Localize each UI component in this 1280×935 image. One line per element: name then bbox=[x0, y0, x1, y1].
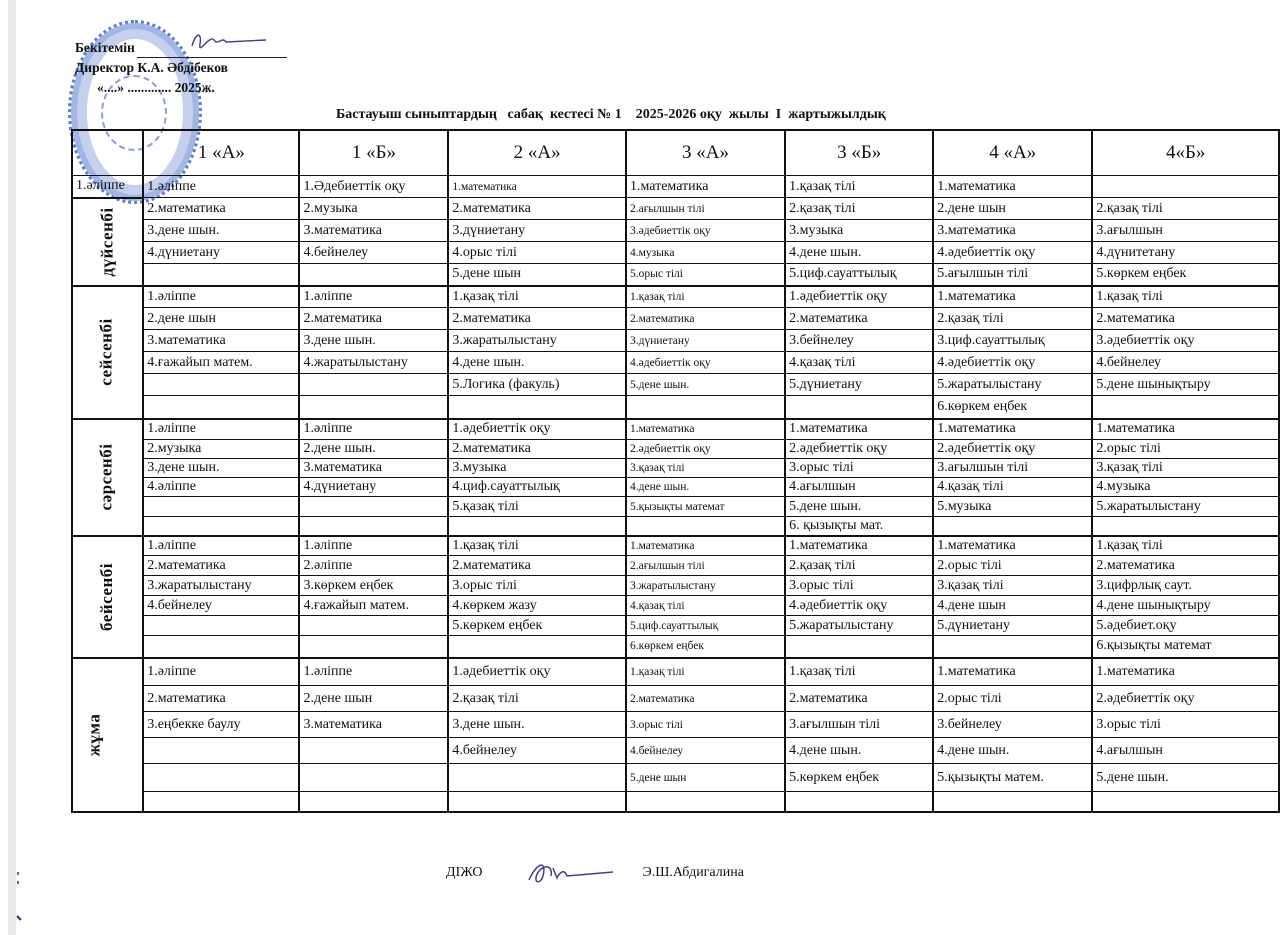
lesson-cell: 1.қазақ тілі bbox=[1092, 286, 1279, 308]
lesson-cell: 3.орыс тілі bbox=[1092, 712, 1279, 738]
lesson-cell: 1.қазақ тілі bbox=[626, 658, 785, 686]
day-name: бейсенбі bbox=[96, 562, 116, 631]
lesson-cell: 1.математика bbox=[933, 286, 1092, 308]
lesson-cell: 2.математика bbox=[143, 198, 299, 220]
lesson-cell bbox=[299, 374, 448, 396]
schedule-row bbox=[72, 352, 1279, 374]
lesson-cell: 1.әліппе bbox=[299, 419, 448, 440]
lesson-cell: 4.дүниетану bbox=[143, 242, 299, 264]
lesson-cell: 3.дене шын. bbox=[448, 712, 626, 738]
lesson-cell: 4.көркем жазу bbox=[448, 596, 626, 616]
lesson-cell: 1.математика bbox=[626, 176, 785, 198]
day-label-cell bbox=[72, 536, 143, 658]
lesson-cell: 1.қазақ тілі bbox=[626, 286, 785, 308]
lesson-cell: 3.музыка bbox=[448, 459, 626, 478]
lesson-cell: 4.дене шын. bbox=[626, 478, 785, 497]
lesson-cell: 1.математика bbox=[1092, 419, 1279, 440]
lesson-cell: 4.дене шын. bbox=[785, 242, 933, 264]
lesson-cell: 3.орыс тілі bbox=[448, 576, 626, 596]
lesson-cell: 2.әдебиеттік оқу bbox=[785, 440, 933, 459]
lesson-cell: 5.дүниетану bbox=[933, 616, 1092, 636]
lesson-cell: 4.бейнелеу bbox=[143, 596, 299, 616]
lesson-cell: 3.математика bbox=[933, 220, 1092, 242]
lesson-cell: 3.математика bbox=[143, 330, 299, 352]
lesson-cell bbox=[143, 792, 299, 812]
schedule-row bbox=[72, 419, 1279, 440]
lesson-cell: 3.дүниетану bbox=[448, 220, 626, 242]
schedule-row bbox=[72, 286, 1279, 308]
lesson-cell: 4.орыс тілі bbox=[448, 242, 626, 264]
class-header: 4 «А» bbox=[933, 130, 1092, 176]
lesson-cell: 2.қазақ тілі bbox=[448, 686, 626, 712]
lesson-cell: 4.әдебиеттік оқу bbox=[785, 596, 933, 616]
lesson-cell: 2.дене шын bbox=[143, 308, 299, 330]
page-margin-marks bbox=[15, 868, 25, 928]
document-title: Бастауыш сыныптардың сабақ кестесі № 1 2025-2026 оқу жылы І жартыжылдық bbox=[336, 107, 886, 122]
schedule-row bbox=[72, 176, 1279, 198]
lesson-cell: 1.математика bbox=[933, 419, 1092, 440]
lesson-cell: 2.қазақ тілі bbox=[785, 198, 933, 220]
lesson-cell: 6.көркем еңбек bbox=[933, 396, 1092, 419]
lesson-cell: 1.математика bbox=[933, 176, 1092, 198]
lesson-cell: 3.дене шын. bbox=[143, 220, 299, 242]
lesson-cell bbox=[299, 396, 448, 419]
lesson-cell: 1.математика bbox=[933, 536, 1092, 556]
lesson-cell bbox=[785, 636, 933, 658]
schedule-row bbox=[72, 686, 1279, 712]
schedule-row bbox=[72, 764, 1279, 792]
schedule-row bbox=[72, 396, 1279, 419]
lesson-cell: 6.көркем еңбек bbox=[626, 636, 785, 658]
schedule-row bbox=[72, 459, 1279, 478]
lesson-cell: 1.әліппе bbox=[299, 658, 448, 686]
lesson-cell: 1.қазақ тілі bbox=[448, 536, 626, 556]
lesson-cell: 2.математика bbox=[143, 556, 299, 576]
lesson-cell bbox=[1092, 396, 1279, 419]
lesson-cell: 3.әдебиеттік оқу bbox=[1092, 330, 1279, 352]
lesson-cell: 5.қызықты матем. bbox=[933, 764, 1092, 792]
lesson-cell: 5.орыс тілі bbox=[626, 264, 785, 286]
lesson-cell: 4.бейнелеу bbox=[299, 242, 448, 264]
lesson-cell bbox=[299, 636, 448, 658]
director-signature-icon bbox=[188, 30, 268, 50]
schedule-row bbox=[72, 264, 1279, 286]
schedule-row bbox=[72, 517, 1279, 536]
lesson-cell: 4.ағылшын bbox=[1092, 738, 1279, 764]
lesson-cell: 5.қызықты математ bbox=[626, 497, 785, 517]
lesson-cell: 1.әдебиеттік оқу bbox=[448, 419, 626, 440]
lesson-cell: 3.дене шын. bbox=[299, 330, 448, 352]
lesson-cell: 5.циф.сауаттылық bbox=[785, 264, 933, 286]
lesson-cell: 5.дене шын. bbox=[626, 374, 785, 396]
lesson-cell: 4.ағылшын bbox=[785, 478, 933, 497]
lesson-cell: 4.әліппе bbox=[143, 478, 299, 497]
lesson-cell: 4.бейнелеу bbox=[448, 738, 626, 764]
lesson-cell bbox=[785, 396, 933, 419]
lesson-cell: 3.еңбекке баулу bbox=[143, 712, 299, 738]
lesson-cell: 1.әліппе bbox=[143, 176, 299, 198]
lesson-cell: 3.математика bbox=[299, 459, 448, 478]
lesson-cell: 2.әдебиеттік оқу bbox=[626, 440, 785, 459]
schedule-row bbox=[72, 497, 1279, 517]
schedule-row bbox=[72, 556, 1279, 576]
lesson-cell bbox=[143, 374, 299, 396]
lesson-cell: 2.математика bbox=[785, 686, 933, 712]
lesson-cell bbox=[448, 396, 626, 419]
lesson-cell: 2.дене шын bbox=[299, 686, 448, 712]
lesson-cell: 3.цифрлық саут. bbox=[1092, 576, 1279, 596]
header-row bbox=[72, 130, 1279, 176]
lesson-cell: 5.дене шын bbox=[448, 264, 626, 286]
schedule-row bbox=[72, 220, 1279, 242]
schedule-row bbox=[72, 576, 1279, 596]
class-header: 3 «А» bbox=[626, 130, 785, 176]
lesson-cell: 3.музыка bbox=[785, 220, 933, 242]
lesson-cell bbox=[143, 517, 299, 536]
lesson-cell: 1.әліппе bbox=[299, 286, 448, 308]
lesson-cell: 1.қазақ тілі bbox=[448, 286, 626, 308]
schedule-row bbox=[72, 536, 1279, 556]
lesson-cell: 3.ағылшын тілі bbox=[785, 712, 933, 738]
schedule-row bbox=[72, 658, 1279, 686]
lesson-cell: 4.қазақ тілі bbox=[785, 352, 933, 374]
lesson-cell: 2.математика bbox=[448, 556, 626, 576]
lesson-cell: 4.дене шын. bbox=[785, 738, 933, 764]
lesson-cell: 3.циф.сауаттылық bbox=[933, 330, 1092, 352]
schedule-row bbox=[72, 374, 1279, 396]
lesson-cell: 5.ағылшын тілі bbox=[933, 264, 1092, 286]
lesson-cell: 6.қызықты математ bbox=[1092, 636, 1279, 658]
lesson-cell bbox=[1092, 517, 1279, 536]
schedule-row bbox=[72, 712, 1279, 738]
lesson-cell: 4.әдебиеттік оқу bbox=[933, 242, 1092, 264]
lesson-cell: 4.әдебиеттік оқу bbox=[933, 352, 1092, 374]
lesson-cell: 2.музыка bbox=[143, 440, 299, 459]
lesson-cell: 4.музыка bbox=[1092, 478, 1279, 497]
lesson-cell: 4.ғажайып матем. bbox=[143, 352, 299, 374]
class-header: 1 «А» bbox=[143, 130, 299, 176]
lesson-cell: 5.дүниетану bbox=[785, 374, 933, 396]
lesson-cell: 6. қызықты мат. bbox=[785, 517, 933, 536]
lesson-cell: 4.дене шын bbox=[933, 596, 1092, 616]
lesson-cell: 5.дене шын. bbox=[1092, 764, 1279, 792]
lesson-cell bbox=[448, 764, 626, 792]
lesson-cell bbox=[626, 396, 785, 419]
lesson-cell: 3.жаратылыстану bbox=[626, 576, 785, 596]
lesson-cell bbox=[933, 517, 1092, 536]
lesson-cell: 2.математика bbox=[448, 308, 626, 330]
day-label-cell bbox=[72, 419, 143, 536]
lesson-cell: 3.бейнелеу bbox=[785, 330, 933, 352]
footer-name: Э.Ш.Абдигалина bbox=[642, 865, 744, 880]
class-header: 4«Б» bbox=[1092, 130, 1279, 176]
day-name: сейсенбі bbox=[96, 318, 116, 386]
lesson-cell: 5.көркем еңбек bbox=[448, 616, 626, 636]
lesson-cell: 1.әліппе bbox=[143, 286, 299, 308]
lesson-cell: 2.ағылшын тілі bbox=[626, 198, 785, 220]
lesson-cell bbox=[626, 517, 785, 536]
lesson-cell: 3.қазақ тілі bbox=[1092, 459, 1279, 478]
lesson-cell: 1.математика bbox=[626, 419, 785, 440]
lesson-cell: 3.математика bbox=[299, 220, 448, 242]
lesson-cell: 5.дене шынықтыру bbox=[1092, 374, 1279, 396]
lesson-cell: 4.дүнитетану bbox=[1092, 242, 1279, 264]
lesson-cell bbox=[143, 264, 299, 286]
schedule-row bbox=[72, 330, 1279, 352]
lesson-cell bbox=[448, 792, 626, 812]
schedule-row bbox=[72, 478, 1279, 497]
lesson-cell: 4.дене шын. bbox=[448, 352, 626, 374]
lesson-cell bbox=[143, 738, 299, 764]
lesson-cell bbox=[448, 636, 626, 658]
lesson-cell bbox=[933, 636, 1092, 658]
lesson-cell: 3.дүниетану bbox=[626, 330, 785, 352]
lesson-cell: 2.қазақ тілі bbox=[785, 556, 933, 576]
approval-date: «....» ............. 2025ж. bbox=[97, 80, 215, 95]
lesson-cell: 5.дене шын. bbox=[785, 497, 933, 517]
lesson-cell: 5.қазақ тілі bbox=[448, 497, 626, 517]
schedule-row bbox=[72, 198, 1279, 220]
lesson-cell: 2.қазақ тілі bbox=[933, 308, 1092, 330]
lesson-cell bbox=[143, 764, 299, 792]
lesson-cell bbox=[448, 517, 626, 536]
lesson-cell: 5.жаратылыстану bbox=[785, 616, 933, 636]
lesson-cell: 2.дене шын. bbox=[299, 440, 448, 459]
lesson-cell: 3.математика bbox=[299, 712, 448, 738]
lesson-cell: 1.әліппе bbox=[143, 419, 299, 440]
footer-position: ДІЖО bbox=[446, 865, 483, 880]
lesson-cell: 4.қазақ тілі bbox=[933, 478, 1092, 497]
lesson-cell: 3.әдебиеттік оқу bbox=[626, 220, 785, 242]
lesson-cell bbox=[299, 764, 448, 792]
class-header: 2 «А» bbox=[448, 130, 626, 176]
day-name: дүйсенбі bbox=[97, 206, 117, 277]
lesson-cell: 3.ағылшын тілі bbox=[933, 459, 1092, 478]
lesson-cell: 5.әдебиет.оқу bbox=[1092, 616, 1279, 636]
lesson-cell: 4.дүниетану bbox=[299, 478, 448, 497]
lesson-cell: 3.жаратылыстану bbox=[448, 330, 626, 352]
lesson-cell bbox=[143, 497, 299, 517]
lesson-cell: 1.математика bbox=[933, 658, 1092, 686]
lesson-cell: 2.математика bbox=[1092, 556, 1279, 576]
lesson-cell: 2.дене шын bbox=[933, 198, 1092, 220]
lesson-cell: 1.математика bbox=[785, 419, 933, 440]
class-header: 1 «Б» bbox=[299, 130, 448, 176]
lesson-cell: 3.дене шын. bbox=[143, 459, 299, 478]
lesson-cell: 5.жаратылыстану bbox=[1092, 497, 1279, 517]
deputy-signature-icon bbox=[523, 858, 619, 888]
lesson-cell: 2.математика bbox=[143, 686, 299, 712]
lesson-cell bbox=[626, 792, 785, 812]
lesson-cell: 4.әдебиеттік оқу bbox=[626, 352, 785, 374]
lesson-cell: 1.қазақ тілі bbox=[785, 658, 933, 686]
lesson-cell: 4.музыка bbox=[626, 242, 785, 264]
lesson-cell: 3.қазақ тілі bbox=[933, 576, 1092, 596]
footer-signature bbox=[446, 858, 744, 888]
lesson-cell: 3.қазақ тілі bbox=[626, 459, 785, 478]
lesson-cell: 4.жаратылыстану bbox=[299, 352, 448, 374]
lesson-cell: 2.қазақ тілі bbox=[1092, 198, 1279, 220]
lesson-cell bbox=[785, 792, 933, 812]
lesson-cell: 1.математика bbox=[448, 176, 626, 198]
lesson-cell: 5.музыка bbox=[933, 497, 1092, 517]
lesson-cell: 1.әліппе bbox=[72, 176, 143, 198]
lesson-cell: 3.ағылшын bbox=[1092, 220, 1279, 242]
lesson-cell: 5.жаратылыстану bbox=[933, 374, 1092, 396]
lesson-cell: 2.математика bbox=[626, 686, 785, 712]
lesson-cell: 2.әдебиеттік оқу bbox=[933, 440, 1092, 459]
lesson-cell: 3.көркем еңбек bbox=[299, 576, 448, 596]
schedule-row bbox=[72, 636, 1279, 658]
lesson-cell: 2.орыс тілі bbox=[1092, 440, 1279, 459]
approve-label: Бекітемін bbox=[75, 40, 135, 55]
lesson-cell bbox=[299, 738, 448, 764]
lesson-cell: 3.орыс тілі bbox=[785, 459, 933, 478]
lesson-cell bbox=[143, 396, 299, 419]
lesson-cell: 1.математика bbox=[626, 536, 785, 556]
day-name: сәрсенбі bbox=[96, 443, 116, 511]
lesson-cell: 4.ғажайып матем. bbox=[299, 596, 448, 616]
lesson-cell: 2.орыс тілі bbox=[933, 686, 1092, 712]
lesson-cell: 5.дене шын bbox=[626, 764, 785, 792]
lesson-cell bbox=[299, 264, 448, 286]
lesson-cell: 2.әліппе bbox=[299, 556, 448, 576]
lesson-cell: 1.Әдебиеттік оқу bbox=[299, 176, 448, 198]
lesson-cell bbox=[143, 616, 299, 636]
lesson-cell: 2.әдебиеттік оқу bbox=[1092, 686, 1279, 712]
corner-cell bbox=[72, 130, 143, 176]
lesson-cell: 2.математика bbox=[785, 308, 933, 330]
lesson-cell: 3.жаратылыстану bbox=[143, 576, 299, 596]
lesson-cell: 5.Логика (факуль) bbox=[448, 374, 626, 396]
schedule-row bbox=[72, 242, 1279, 264]
lesson-cell: 5.циф.сауаттылық bbox=[626, 616, 785, 636]
schedule-table bbox=[71, 129, 1280, 813]
lesson-cell bbox=[143, 636, 299, 658]
lesson-cell: 1.математика bbox=[1092, 658, 1279, 686]
lesson-cell: 1.әдебиеттік оқу bbox=[785, 286, 933, 308]
lesson-cell: 1.әдебиеттік оқу bbox=[448, 658, 626, 686]
lesson-cell: 3.бейнелеу bbox=[933, 712, 1092, 738]
lesson-cell: 1.әліппе bbox=[143, 658, 299, 686]
lesson-cell: 2.математика bbox=[448, 198, 626, 220]
lesson-cell: 1.қазақ тілі bbox=[785, 176, 933, 198]
lesson-cell: 3.орыс тілі bbox=[626, 712, 785, 738]
lesson-cell: 5.көркем еңбек bbox=[1092, 264, 1279, 286]
page-edge bbox=[8, 0, 16, 935]
lesson-cell: 4.бейнелеу bbox=[1092, 352, 1279, 374]
lesson-cell: 1.әліппе bbox=[143, 536, 299, 556]
lesson-cell: 3.орыс тілі bbox=[785, 576, 933, 596]
lesson-cell: 2.музыка bbox=[299, 198, 448, 220]
class-header: 3 «Б» bbox=[785, 130, 933, 176]
lesson-cell bbox=[933, 792, 1092, 812]
lesson-cell: 2.ағылшын тілі bbox=[626, 556, 785, 576]
day-name: жұма bbox=[84, 713, 104, 756]
schedule-row bbox=[72, 616, 1279, 636]
lesson-cell: 4.циф.сауаттылық bbox=[448, 478, 626, 497]
lesson-cell bbox=[299, 792, 448, 812]
lesson-cell bbox=[1092, 792, 1279, 812]
director-name: Директор К.А. Әбдібеков bbox=[75, 60, 228, 75]
lesson-cell: 4.қазақ тілі bbox=[626, 596, 785, 616]
lesson-cell: 1.математика bbox=[785, 536, 933, 556]
lesson-cell: 4.дене шын. bbox=[933, 738, 1092, 764]
lesson-cell: 1.әліппе bbox=[299, 536, 448, 556]
day-label-cell bbox=[72, 286, 143, 419]
lesson-cell bbox=[299, 497, 448, 517]
lesson-cell: 2.математика bbox=[299, 308, 448, 330]
lesson-cell: 4.дене шынықтыру bbox=[1092, 596, 1279, 616]
schedule-row bbox=[72, 792, 1279, 812]
lesson-cell: 2.орыс тілі bbox=[933, 556, 1092, 576]
day-label-cell bbox=[72, 198, 143, 286]
day-label-cell bbox=[72, 658, 143, 812]
lesson-cell: 4.бейнелеу bbox=[626, 738, 785, 764]
lesson-cell bbox=[299, 517, 448, 536]
schedule-row bbox=[72, 738, 1279, 764]
lesson-cell: 2.математика bbox=[448, 440, 626, 459]
lesson-cell: 2.математика bbox=[626, 308, 785, 330]
schedule-row bbox=[72, 440, 1279, 459]
lesson-cell: 1.қазақ тілі bbox=[1092, 536, 1279, 556]
lesson-cell bbox=[299, 616, 448, 636]
schedule-row bbox=[72, 596, 1279, 616]
lesson-cell: 2.математика bbox=[1092, 308, 1279, 330]
lesson-cell: 5.көркем еңбек bbox=[785, 764, 933, 792]
schedule-row bbox=[72, 308, 1279, 330]
